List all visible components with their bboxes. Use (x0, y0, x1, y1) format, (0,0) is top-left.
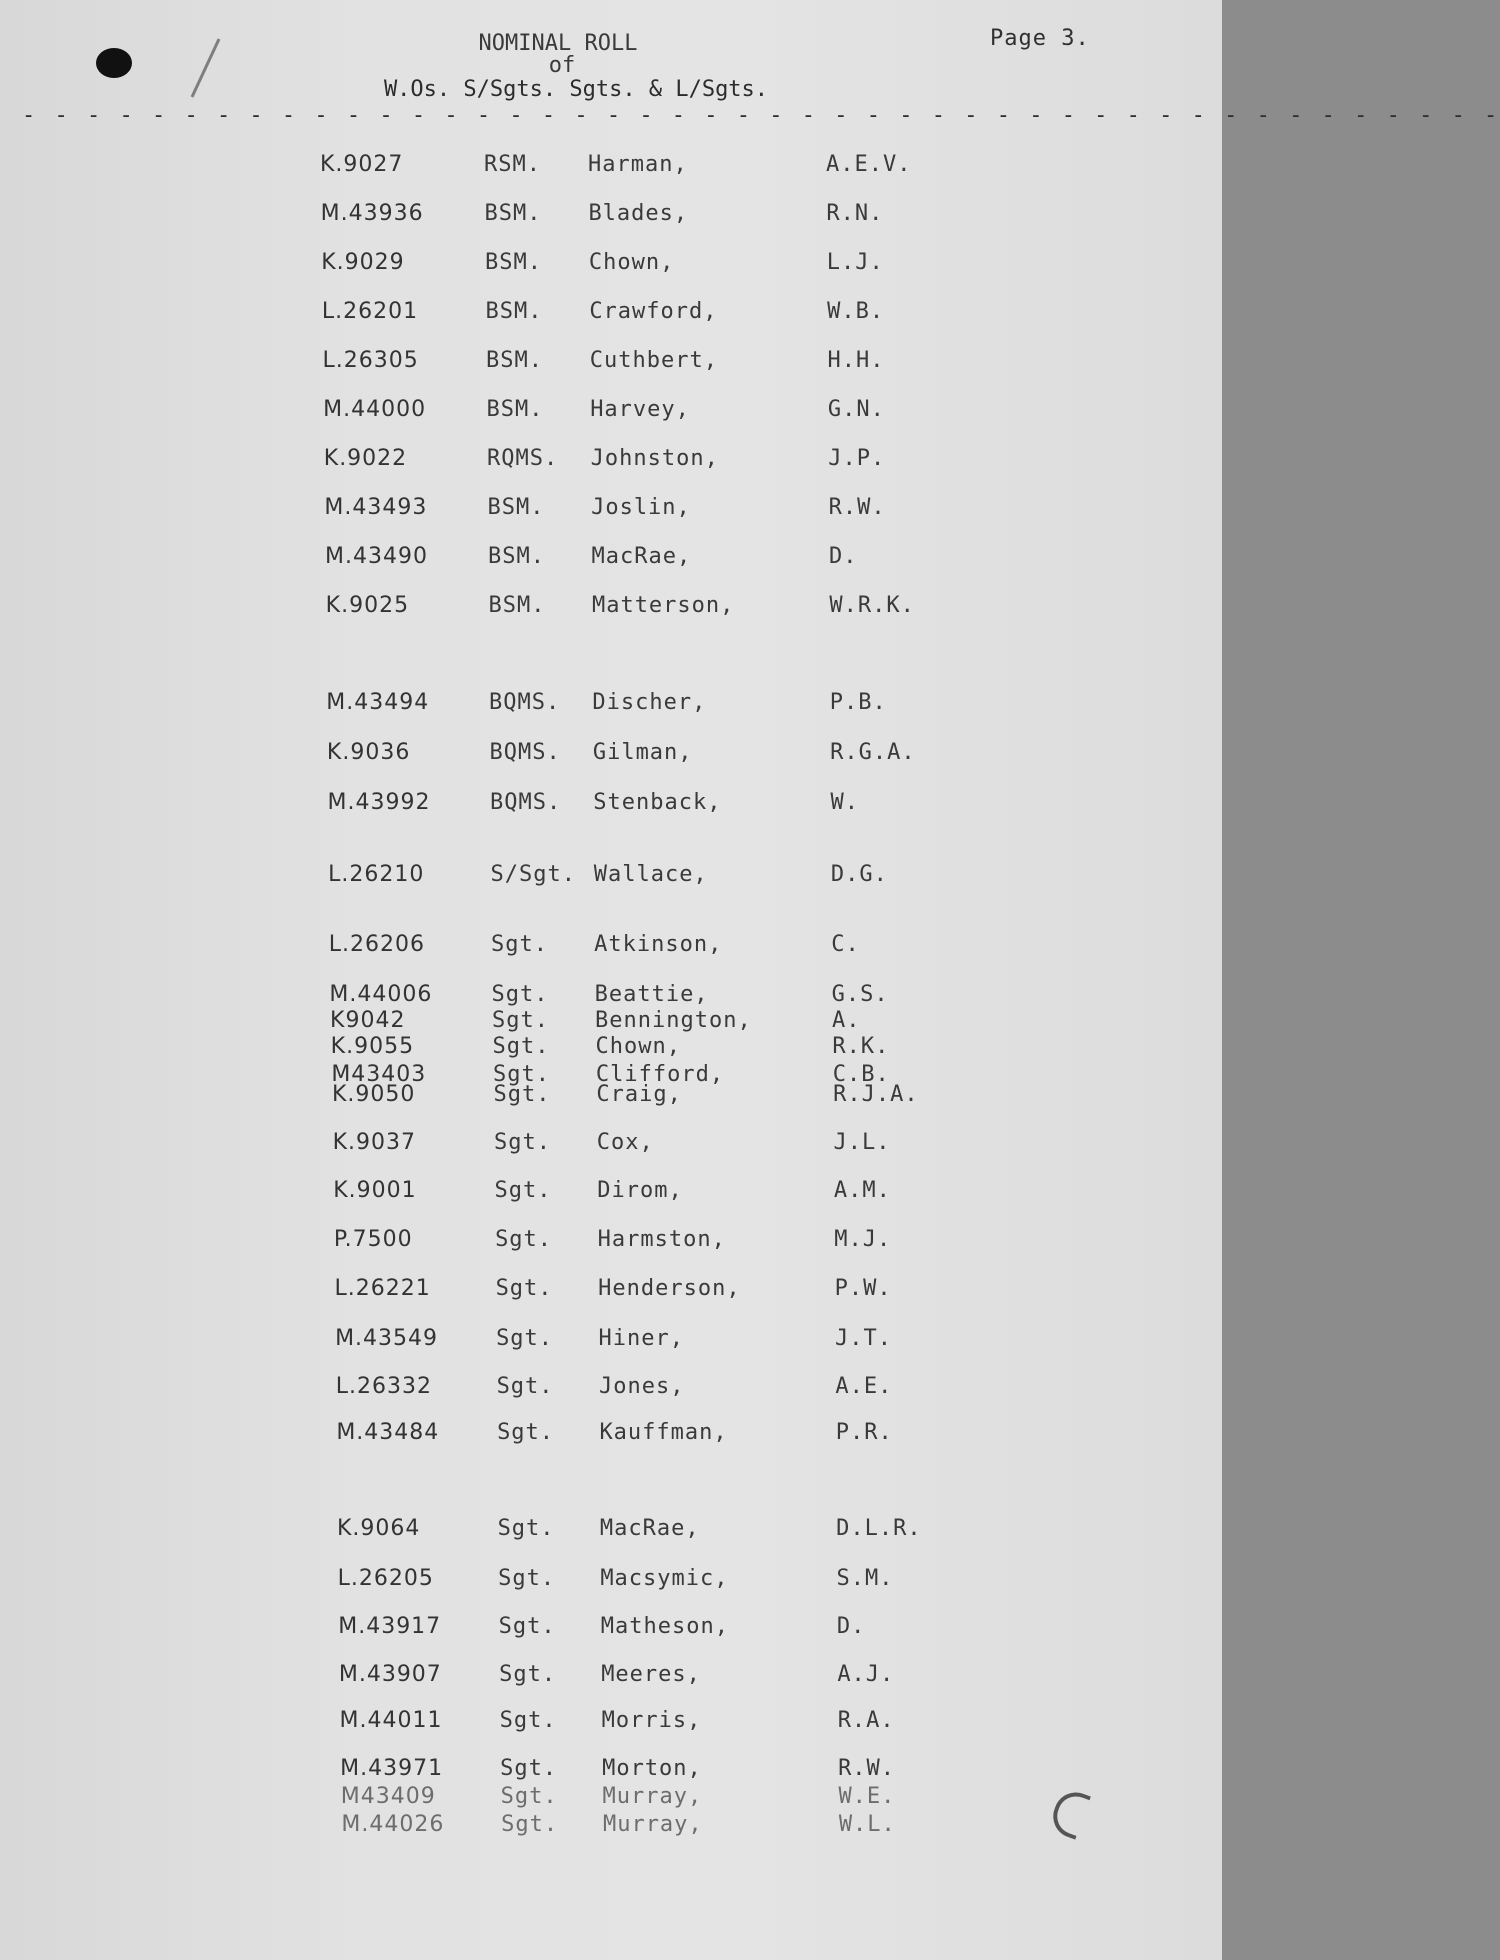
surname: MacRae, (591, 544, 692, 569)
surname: Johnston, (590, 446, 719, 471)
rank: BSM. (484, 201, 542, 226)
surname: Joslin, (591, 495, 691, 520)
rank: Sgt. (500, 1784, 558, 1809)
initials: R.J.A. (833, 1082, 919, 1107)
service-number: L.26332 (335, 1374, 432, 1399)
surname: Crawford, (589, 299, 718, 324)
roll-entry (0, 1130, 1222, 1160)
service-number: M.44000 (323, 397, 427, 422)
surname: MacRae, (599, 1516, 700, 1541)
roll-entry (0, 1034, 1222, 1064)
title-nominal-roll: NOMINAL ROLL (478, 31, 638, 56)
roll-entry (0, 495, 1222, 525)
service-number: K.9001 (333, 1178, 417, 1203)
surname: Morton, (602, 1756, 702, 1781)
rank: BSM. (486, 348, 543, 373)
roll-entry (0, 1662, 1222, 1692)
service-number: M.44026 (341, 1812, 445, 1837)
roll-entry (0, 348, 1222, 378)
roll-entry (0, 1082, 1222, 1112)
initials: R.G.A. (830, 740, 916, 765)
rank: Sgt. (497, 1516, 555, 1541)
initials: A.J. (837, 1662, 895, 1687)
roll-entry (0, 544, 1222, 574)
initials: P.R. (835, 1420, 893, 1445)
rank: RSM. (484, 152, 541, 177)
service-number: M43403 (331, 1062, 427, 1087)
initials: P.B. (829, 690, 887, 715)
rank: Sgt. (499, 1708, 557, 1733)
initials: H.H. (827, 348, 885, 373)
surname: Kauffman, (599, 1420, 728, 1445)
title-block (300, 32, 860, 104)
service-number: M.43971 (340, 1756, 444, 1781)
rank: Sgt. (495, 1276, 553, 1301)
service-number: L.26201 (321, 299, 419, 324)
rank: Sgt. (498, 1566, 556, 1591)
surname: Murray, (602, 1784, 703, 1809)
initials: W. (830, 790, 860, 815)
surname: Craig, (596, 1082, 682, 1107)
service-number: M.43494 (326, 690, 430, 715)
service-number: K.9050 (331, 1082, 416, 1107)
rank: Sgt. (498, 1614, 556, 1639)
service-number: M.43493 (324, 495, 428, 520)
surname: Harvey, (590, 397, 690, 422)
surname: Cuthbert, (589, 348, 718, 373)
initials: D. (836, 1614, 866, 1639)
roll-entry (0, 1326, 1222, 1356)
surname: Murray, (602, 1812, 703, 1837)
rank: Sgt. (496, 1326, 554, 1351)
title-ranks: W.Os. S/Sgts. Sgts. & L/Sgts. (383, 77, 769, 102)
initials: A.E. (835, 1374, 893, 1399)
roll-entry (0, 1516, 1222, 1546)
initials: W.E. (838, 1784, 896, 1809)
roll-entry (0, 250, 1222, 280)
rank: Sgt. (500, 1756, 558, 1781)
roll-entry (0, 1227, 1222, 1257)
service-number: K9042 (330, 1008, 406, 1033)
service-number: K.9037 (332, 1130, 416, 1155)
service-number: M.43907 (338, 1662, 442, 1687)
surname: Harman, (588, 152, 688, 177)
surname: Stenback, (593, 790, 722, 815)
roll-entry (0, 790, 1222, 820)
rank: Sgt. (493, 1062, 551, 1087)
surname: Meeres, (601, 1662, 701, 1687)
page-number: Page 3. (990, 26, 1090, 51)
roll-entry (0, 1614, 1222, 1644)
surname: Harmston, (597, 1227, 726, 1252)
rank: BQMS. (489, 740, 561, 765)
rank: Sgt. (501, 1812, 559, 1837)
roll-entry (0, 690, 1222, 720)
service-number: M43409 (340, 1784, 436, 1809)
rank: BSM. (488, 593, 546, 618)
initials: R.N. (826, 201, 884, 226)
service-number: K.9055 (330, 1034, 415, 1059)
roll-entry (0, 299, 1222, 329)
initials: A. (832, 1008, 861, 1033)
surname: Hiner, (598, 1326, 685, 1351)
roll-entry (0, 152, 1222, 182)
rank: Sgt. (494, 1130, 552, 1155)
rank: BQMS. (490, 790, 562, 815)
roll-entry (0, 1708, 1222, 1738)
roll-entry (0, 1420, 1222, 1450)
pen-mark (191, 38, 221, 97)
roll-entry (0, 1812, 1222, 1842)
service-number: M.43992 (327, 790, 431, 815)
initials: D.G. (830, 862, 888, 887)
rank: BSM. (485, 250, 542, 275)
surname: Morris, (601, 1708, 702, 1733)
rank: Sgt. (499, 1662, 557, 1687)
rank: Sgt. (497, 1420, 555, 1445)
initials: W.L. (838, 1812, 896, 1837)
surname: Cox, (596, 1130, 654, 1155)
rank: BSM. (486, 397, 544, 422)
rank: Sgt. (492, 1034, 550, 1059)
service-number: K.9029 (321, 250, 405, 275)
initials: R.K. (832, 1034, 890, 1059)
roll-entry (0, 1374, 1222, 1404)
rank: Sgt. (493, 1082, 551, 1107)
surname: Discher, (592, 690, 707, 715)
service-number: M.43917 (338, 1614, 442, 1639)
roll-entry (0, 397, 1222, 427)
rank: Sgt. (492, 1008, 550, 1033)
service-number: M.43490 (325, 544, 428, 569)
surname: Macsymic, (600, 1566, 729, 1591)
surname: Wallace, (593, 862, 708, 887)
surname: Chown, (588, 250, 675, 275)
initials: G.N. (827, 397, 885, 422)
initials: C. (831, 932, 860, 957)
rank: BSM. (488, 544, 545, 569)
service-number: K.9064 (336, 1516, 421, 1541)
service-number: M.44011 (339, 1708, 443, 1733)
rank: S/Sgt. (490, 862, 577, 887)
surname: Clifford, (595, 1062, 725, 1087)
initials: A.E.V. (826, 152, 912, 177)
rank: Sgt. (491, 932, 549, 957)
punch-hole (96, 48, 132, 78)
service-number: L.26206 (328, 932, 426, 957)
surname: Chown, (595, 1034, 681, 1059)
service-number: L.26205 (337, 1566, 434, 1591)
roll-entry (0, 740, 1222, 770)
service-number: K.9027 (320, 152, 404, 177)
roll-entry (0, 1178, 1222, 1208)
roll-entry (0, 201, 1222, 231)
roll-entry (0, 1566, 1222, 1596)
roll-entry (0, 1756, 1222, 1786)
surname: Beattie, (594, 982, 709, 1007)
rank: Sgt. (496, 1374, 554, 1399)
surname: Matterson, (591, 593, 735, 618)
initials: J.L. (833, 1130, 891, 1155)
roll-entry (0, 593, 1222, 623)
roll-entry (0, 1276, 1222, 1306)
initials: S.M. (836, 1566, 894, 1591)
initials: J.P. (828, 446, 886, 471)
service-number: M.43484 (336, 1420, 440, 1445)
rank: RQMS. (487, 446, 559, 471)
dashed-divider: - - - - - - - - - - - - - - - - - - - - - - - - - - - - - - - - - - - - - - - - - - - - - - (22, 103, 1500, 128)
initials: J.T. (835, 1326, 893, 1351)
roll-entry (0, 446, 1222, 476)
initials: W.R.K. (829, 593, 915, 618)
initials: R.A. (837, 1708, 895, 1733)
service-number: K.9036 (326, 740, 411, 765)
service-number: L.26305 (322, 348, 419, 373)
service-number: K.9025 (325, 593, 410, 618)
initials: M.J. (834, 1227, 892, 1252)
surname: Bennington, (595, 1008, 752, 1033)
surname: Jones, (599, 1374, 685, 1399)
service-number: K.9022 (323, 446, 408, 471)
service-number: M.44006 (329, 982, 433, 1007)
title-of: of (548, 53, 576, 78)
surname: Blades, (588, 201, 689, 226)
initials: D. (829, 544, 858, 569)
initials: A.M. (833, 1178, 891, 1203)
rank: Sgt. (494, 1178, 552, 1203)
service-number: M.43549 (335, 1326, 439, 1351)
surname: Atkinson, (594, 932, 723, 957)
initials: R.W. (838, 1756, 896, 1781)
initials: G.S. (831, 982, 889, 1007)
service-number: P.7500 (333, 1227, 413, 1252)
surname: Matheson, (600, 1614, 729, 1639)
initials: W.B. (827, 299, 885, 324)
initials: D.L.R. (836, 1516, 922, 1541)
surname: Henderson, (598, 1276, 741, 1301)
initials: C.B. (832, 1062, 890, 1087)
initials: P.W. (834, 1276, 892, 1301)
initials: R.W. (828, 495, 886, 520)
roll-entry (0, 862, 1222, 892)
surname: Gilman, (592, 740, 693, 765)
roll-entry (0, 932, 1222, 962)
initials: L.J. (826, 250, 884, 275)
rank: BSM. (487, 495, 545, 520)
rank: Sgt. (495, 1227, 553, 1252)
rank: Sgt. (491, 982, 549, 1007)
surname: Dirom, (597, 1178, 683, 1203)
service-number: L.26221 (334, 1276, 431, 1301)
service-number: L.26210 (328, 862, 425, 887)
roll-entry (0, 1784, 1222, 1814)
rank: BQMS. (489, 690, 561, 715)
service-number: M.43936 (320, 201, 424, 226)
rank: BSM. (485, 299, 543, 324)
